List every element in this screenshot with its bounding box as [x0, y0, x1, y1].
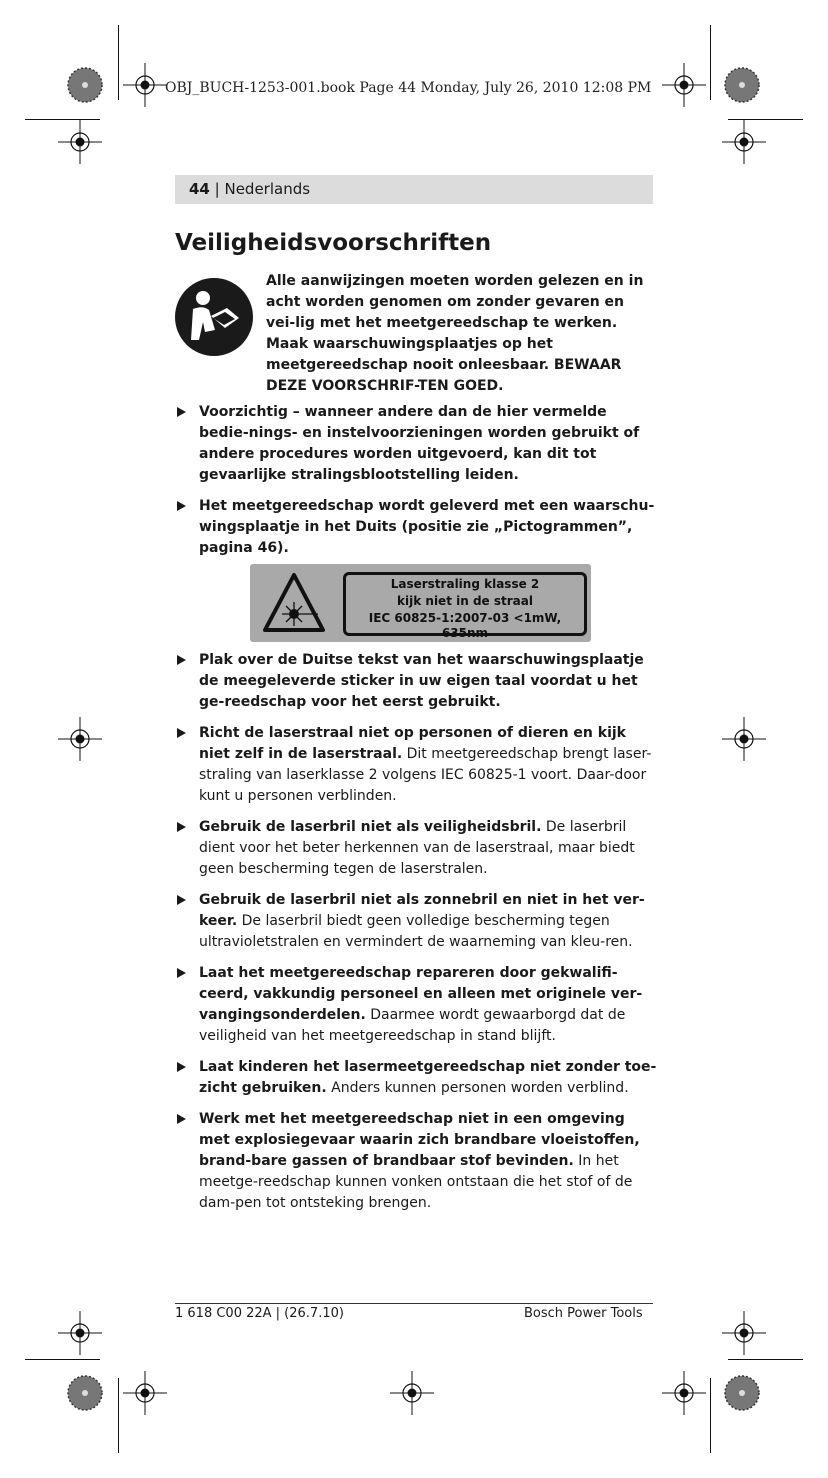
bullet-arrow-icon [177, 1062, 186, 1072]
bullet-arrow-icon [177, 822, 186, 832]
header-language: Nederlands [224, 180, 311, 198]
page-header [175, 175, 653, 204]
page-number: 44 [189, 180, 210, 198]
bullet-arrow-icon [177, 968, 186, 978]
bullet-arrow-icon [177, 895, 186, 905]
warning-line-1: Laserstraling klasse 2 [390, 577, 540, 591]
bullet-arrow-icon [177, 728, 186, 738]
footer-brand: Bosch Power Tools [524, 1306, 643, 1321]
list-item: Laat kinderen het lasermeetgereedschap niet zonder toe-zicht gebruiken. Anders kunnen personen worden verblind. [175, 1057, 658, 1099]
read-manual-icon [175, 278, 253, 356]
warning-line-3: IEC 60825-1:2007-03 <1mW, 635nm [368, 611, 562, 640]
list-item: Richt de laserstraal niet op personen of dieren en kijk niet zelf in de laserstraal. Dit meetgereedschap brengt laser-straling van laserklasse 2 volgens IEC 60825-1 voort. Daar-door kunt u personen verblinden. [175, 723, 658, 807]
footer-doc-number: 1 618 C00 22A | (26.7.10) [175, 1306, 344, 1321]
header-separator: | [209, 180, 225, 198]
list-item: Gebruik de laserbril niet als zonnebril en niet in het ver-keer. De laserbril biedt geen volledige bescherming tegen ultravioletstralen en vermindert de waarneming van kleu-ren. [175, 890, 658, 953]
page-title: Veiligheidsvoorschriften [175, 230, 492, 256]
print-info: OBJ_BUCH-1253-001.book Page 44 Monday, July 26, 2010 12:08 PM [165, 80, 652, 96]
bullet-arrow-icon [177, 407, 186, 417]
warning-text-box [343, 572, 587, 640]
intro-paragraph: Alle aanwijzingen moeten worden gelezen en in acht worden genomen om zonder gevaren en vei-lig met het meetgereedschap te werken. Maak waarschuwingsplaatjes op het meetgereedschap nooit onleesbaar. BEWAAR DEZE VOORSCHRIF-TEN GOED. [266, 273, 644, 394]
laser-warning-label [250, 564, 591, 642]
laser-warning-icon [262, 572, 326, 634]
footer-divider [175, 1303, 653, 1304]
bullet-arrow-icon [177, 655, 186, 665]
bullet-arrow-icon [177, 501, 186, 511]
list-item: Werk met het meetgereedschap niet in een omgeving met explosiegevaar waarin zich brandbare vloeistoffen, brand-bare gassen of brandbaar stof bevinden. In het meetge-reedschap kunnen vonken ontstaan die het stof of de dam-pen tot ontsteking brengen. [175, 1109, 658, 1214]
safety-list-bottom [175, 650, 658, 1224]
warning-line-2: kijk niet in de straal [397, 594, 533, 608]
bullet-arrow-icon [177, 1114, 186, 1124]
list-item: Gebruik de laserbril niet als veiligheidsbril. De laserbril dient voor het beter herkennen van de laserstraal, maar biedt geen bescherming tegen de laserstralen. [175, 817, 658, 880]
list-item: Voorzichtig – wanneer andere dan de hier vermelde bedie-nings- en instelvoorzieningen worden gebruikt of andere procedures worden uitgevoerd, kan dit tot gevaarlijke stralingsblootstelling leiden. [175, 402, 658, 486]
list-item: Het meetgereedschap wordt geleverd met een waarschu-wingsplaatje in het Duits (positie zie „Pictogrammen”, pagina 46). [175, 496, 658, 559]
safety-list-top [175, 402, 658, 569]
list-item: Plak over de Duitse tekst van het waarschuwingsplaatje de meegeleverde sticker in uw eigen taal voordat u het ge-reedschap voor het eerst gebruikt. [175, 650, 658, 713]
list-item: Laat het meetgereedschap repareren door gekwalifi-ceerd, vakkundig personeel en alleen met originele ver-vangingsonderdelen. Daarmee wordt gewaarborgd dat de veiligheid van het meetgereedschap in stand blijft. [175, 963, 658, 1047]
